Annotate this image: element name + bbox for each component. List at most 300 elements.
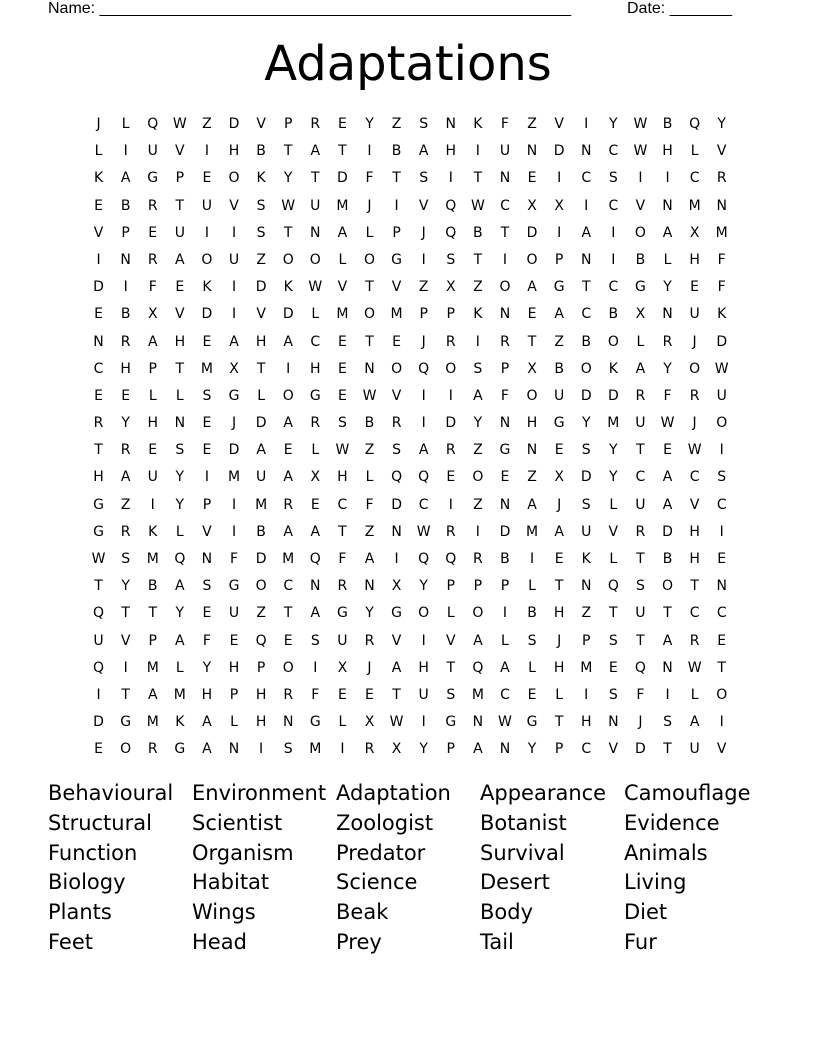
grid-letter[interactable]: H xyxy=(174,333,186,350)
grid-letter[interactable]: V xyxy=(716,741,727,758)
grid-letter[interactable]: A xyxy=(391,659,402,676)
grid-letter[interactable]: T xyxy=(473,170,483,187)
grid-letter[interactable]: S xyxy=(310,632,320,649)
grid-letter[interactable]: T xyxy=(121,686,130,703)
grid-letter[interactable]: A xyxy=(581,224,592,241)
grid-letter[interactable]: S xyxy=(392,442,402,459)
grid-letter[interactable]: P xyxy=(419,306,428,323)
grid-letter[interactable]: W xyxy=(389,714,404,731)
grid-letter[interactable]: F xyxy=(311,686,320,703)
grid-letter[interactable]: T xyxy=(473,251,483,268)
grid-letter[interactable]: I xyxy=(313,659,318,676)
grid-letter[interactable]: X xyxy=(527,360,537,377)
grid-letter[interactable]: H xyxy=(255,333,267,350)
grid-letter[interactable]: C xyxy=(93,360,104,377)
grid-letter[interactable]: C xyxy=(337,496,348,513)
grid-letter[interactable]: N xyxy=(364,578,375,595)
grid-letter[interactable]: R xyxy=(120,333,131,350)
grid-letter[interactable]: E xyxy=(446,469,456,486)
grid-letter[interactable]: S xyxy=(581,442,591,459)
grid-letter[interactable]: B xyxy=(500,551,510,567)
grid-letter[interactable]: Z xyxy=(581,605,592,622)
grid-letter[interactable]: V xyxy=(202,523,212,540)
grid-letter[interactable]: Z xyxy=(256,251,266,268)
grid-letter[interactable]: O xyxy=(363,251,375,268)
grid-letter[interactable]: P xyxy=(229,686,239,703)
grid-letter[interactable]: F xyxy=(500,116,509,132)
grid-letter[interactable]: O xyxy=(120,741,132,758)
grid-letter[interactable]: T xyxy=(554,714,564,731)
grid-letter[interactable]: C xyxy=(716,605,727,622)
grid-letter[interactable]: Y xyxy=(717,116,726,132)
grid-letter[interactable]: S xyxy=(202,387,212,404)
grid-letter[interactable]: X xyxy=(229,360,239,377)
grid-letter[interactable]: W xyxy=(470,197,485,214)
grid-letter[interactable]: A xyxy=(527,279,537,296)
grid-letter[interactable]: G xyxy=(147,170,159,187)
grid-letter[interactable]: S xyxy=(283,741,293,758)
grid-letter[interactable]: X xyxy=(527,197,537,214)
grid-letter[interactable]: H xyxy=(255,714,267,731)
grid-letter[interactable]: T xyxy=(94,578,103,595)
grid-letter[interactable]: P xyxy=(148,632,157,649)
grid-letter[interactable]: C xyxy=(283,578,294,595)
grid-letter[interactable]: E xyxy=(202,170,212,187)
grid-letter[interactable]: X xyxy=(337,659,348,676)
grid-letter[interactable]: C xyxy=(689,469,700,486)
grid-letter[interactable]: R xyxy=(337,578,348,595)
grid-letter[interactable]: M xyxy=(146,659,159,676)
grid-letter[interactable]: V xyxy=(337,279,348,296)
grid-letter[interactable]: Q xyxy=(418,360,430,377)
grid-letter[interactable]: Y xyxy=(175,605,185,622)
grid-letter[interactable]: R xyxy=(310,116,321,132)
grid-letter[interactable]: I xyxy=(529,551,535,567)
grid-letter[interactable]: D xyxy=(716,333,728,350)
grid-letter[interactable]: V xyxy=(716,143,727,160)
grid-letter[interactable]: Q xyxy=(147,116,159,132)
grid-letter[interactable]: I xyxy=(231,279,237,296)
grid-letter[interactable]: I xyxy=(340,741,345,758)
grid-letter[interactable]: D xyxy=(580,387,592,404)
grid-letter[interactable]: M xyxy=(715,224,728,241)
grid-letter[interactable]: K xyxy=(581,551,591,567)
grid-letter[interactable]: I xyxy=(638,170,643,187)
grid-letter[interactable]: J xyxy=(231,415,237,432)
grid-letter[interactable]: C xyxy=(581,306,592,323)
grid-letter[interactable]: Y xyxy=(283,170,293,187)
grid-letter[interactable]: E xyxy=(202,415,212,432)
grid-letter[interactable]: U xyxy=(554,387,565,404)
grid-letter[interactable]: U xyxy=(201,197,213,214)
grid-letter[interactable]: N xyxy=(282,714,294,731)
grid-letter[interactable]: A xyxy=(202,714,212,731)
grid-letter[interactable]: A xyxy=(283,415,293,432)
grid-letter[interactable]: E xyxy=(202,605,212,622)
grid-letter[interactable]: I xyxy=(557,170,562,187)
grid-letter[interactable]: D xyxy=(662,523,673,540)
grid-letter[interactable]: E xyxy=(202,442,212,459)
grid-letter[interactable]: S xyxy=(175,442,185,459)
grid-letter[interactable]: I xyxy=(123,143,128,160)
grid-letter[interactable]: F xyxy=(229,551,239,567)
grid-letter[interactable]: U xyxy=(228,605,240,622)
grid-letter[interactable]: P xyxy=(446,578,455,595)
grid-letter[interactable]: J xyxy=(557,496,562,513)
grid-letter[interactable]: N xyxy=(310,578,321,595)
grid-letter[interactable]: L xyxy=(230,714,238,731)
grid-letter[interactable]: Z xyxy=(202,116,212,132)
grid-letter[interactable]: D xyxy=(580,469,592,486)
grid-letter[interactable]: D xyxy=(607,387,619,404)
grid-letter[interactable]: Y xyxy=(663,360,672,377)
grid-letter[interactable]: S xyxy=(256,224,266,241)
grid-letter[interactable]: C xyxy=(500,686,510,703)
grid-letter[interactable]: T xyxy=(527,333,537,350)
grid-letter[interactable]: A xyxy=(175,578,185,595)
grid-letter[interactable]: B xyxy=(662,116,673,132)
grid-letter[interactable]: J xyxy=(557,632,562,649)
grid-letter[interactable]: O xyxy=(201,251,213,268)
grid-letter[interactable]: P xyxy=(582,632,591,649)
grid-letter[interactable]: S xyxy=(202,578,212,595)
grid-letter[interactable]: B xyxy=(554,360,564,377)
grid-letter[interactable]: O xyxy=(526,251,538,268)
grid-letter[interactable]: I xyxy=(611,224,616,241)
grid-letter[interactable]: N xyxy=(662,659,673,676)
grid-letter[interactable]: Y xyxy=(365,116,374,132)
grid-letter[interactable]: D xyxy=(255,551,267,567)
grid-letter[interactable]: C xyxy=(500,197,510,214)
grid-letter[interactable]: E xyxy=(527,306,537,323)
grid-letter[interactable]: O xyxy=(689,360,701,377)
grid-letter[interactable]: T xyxy=(392,686,401,703)
grid-letter[interactable]: I xyxy=(421,714,426,731)
grid-letter[interactable]: X xyxy=(364,714,375,731)
grid-letter[interactable]: G xyxy=(228,387,240,404)
grid-letter[interactable]: E xyxy=(500,469,510,486)
grid-letter[interactable]: O xyxy=(445,360,457,377)
grid-letter[interactable]: Q xyxy=(309,551,321,567)
grid-letter[interactable]: T xyxy=(663,741,672,758)
grid-letter[interactable]: F xyxy=(636,686,645,703)
grid-letter[interactable]: A xyxy=(202,741,212,758)
grid-letter[interactable]: L xyxy=(175,659,184,676)
name-field[interactable]: Name: _____________________________________________________ xyxy=(48,0,572,17)
grid-letter[interactable]: V xyxy=(391,387,402,404)
grid-letter[interactable]: N xyxy=(580,578,592,595)
grid-letter[interactable]: Z xyxy=(473,496,483,513)
grid-letter[interactable]: U xyxy=(716,387,727,404)
grid-letter[interactable]: Y xyxy=(365,605,374,622)
grid-letter[interactable]: P xyxy=(202,496,212,513)
grid-letter[interactable]: L xyxy=(338,251,347,268)
grid-letter[interactable]: R xyxy=(147,197,158,214)
grid-letter[interactable]: L xyxy=(690,143,699,160)
grid-letter[interactable]: E xyxy=(527,170,537,187)
grid-letter[interactable]: O xyxy=(363,306,375,323)
grid-letter[interactable]: R xyxy=(283,496,294,513)
grid-letter[interactable]: X xyxy=(445,279,456,296)
grid-letter[interactable]: B xyxy=(581,333,592,350)
grid-letter[interactable]: N xyxy=(201,551,213,567)
grid-letter[interactable]: I xyxy=(259,741,264,758)
grid-letter[interactable]: U xyxy=(228,251,240,268)
grid-letter[interactable]: A xyxy=(147,333,158,350)
grid-letter[interactable]: V xyxy=(175,143,185,160)
grid-letter[interactable]: Q xyxy=(445,224,457,241)
grid-letter[interactable]: G xyxy=(499,442,511,459)
grid-letter[interactable]: A xyxy=(364,551,375,567)
grid-letter[interactable]: Z xyxy=(364,523,375,540)
grid-letter[interactable]: V xyxy=(689,496,700,513)
grid-letter[interactable]: W xyxy=(416,523,431,540)
grid-letter[interactable]: P xyxy=(500,578,510,595)
grid-letter[interactable]: A xyxy=(283,523,293,540)
grid-letter[interactable]: T xyxy=(94,442,103,459)
grid-letter[interactable]: N xyxy=(499,306,511,323)
grid-letter[interactable]: G xyxy=(309,714,321,731)
grid-letter[interactable]: A xyxy=(554,523,564,540)
grid-letter[interactable]: I xyxy=(502,251,508,268)
grid-letter[interactable]: S xyxy=(446,686,456,703)
grid-letter[interactable]: Q xyxy=(689,116,701,132)
grid-letter[interactable]: A xyxy=(175,632,185,649)
grid-letter[interactable]: M xyxy=(390,306,403,323)
grid-letter[interactable]: V xyxy=(391,632,402,649)
grid-letter[interactable]: R xyxy=(472,551,483,567)
grid-letter[interactable]: G xyxy=(553,415,565,432)
grid-letter[interactable]: Y xyxy=(609,442,618,459)
grid-letter[interactable]: A xyxy=(120,469,131,486)
grid-letter[interactable]: E xyxy=(148,224,158,241)
grid-letter[interactable]: O xyxy=(472,605,484,622)
grid-letter[interactable]: A xyxy=(310,605,321,622)
grid-letter[interactable]: H xyxy=(310,360,321,377)
grid-letter[interactable]: A xyxy=(662,632,673,649)
grid-letter[interactable]: O xyxy=(662,578,674,595)
grid-letter[interactable]: K xyxy=(473,116,483,132)
grid-letter[interactable]: R xyxy=(93,415,104,432)
grid-letter[interactable]: U xyxy=(581,523,592,540)
grid-letter[interactable]: G xyxy=(391,605,402,622)
grid-letter[interactable]: V xyxy=(175,306,185,323)
grid-letter[interactable]: C xyxy=(635,469,646,486)
grid-letter[interactable]: U xyxy=(635,605,646,622)
grid-letter[interactable]: A xyxy=(662,469,673,486)
grid-letter[interactable]: C xyxy=(689,605,700,622)
grid-letter[interactable]: M xyxy=(336,197,349,214)
grid-letter[interactable]: N xyxy=(662,306,673,323)
grid-letter[interactable]: F xyxy=(148,279,157,296)
grid-letter[interactable]: D xyxy=(526,224,538,241)
grid-letter[interactable]: I xyxy=(665,686,670,703)
grid-letter[interactable]: R xyxy=(147,251,158,268)
grid-letter[interactable]: R xyxy=(147,741,158,758)
grid-letter[interactable]: L xyxy=(609,551,618,567)
grid-letter[interactable]: Y xyxy=(609,469,618,486)
grid-letter[interactable]: O xyxy=(228,170,240,187)
grid-letter[interactable]: T xyxy=(148,605,158,622)
grid-letter[interactable]: N xyxy=(499,496,511,513)
grid-letter[interactable]: R xyxy=(635,387,646,404)
grid-letter[interactable]: E xyxy=(337,333,347,350)
grid-letter[interactable]: O xyxy=(282,387,294,404)
grid-letter[interactable]: I xyxy=(394,551,399,567)
grid-letter[interactable]: E xyxy=(94,197,103,214)
grid-letter[interactable]: A xyxy=(418,442,429,459)
grid-letter[interactable]: I xyxy=(394,197,399,214)
grid-letter[interactable]: O xyxy=(282,659,294,676)
grid-letter[interactable]: Q xyxy=(445,197,457,214)
grid-letter[interactable]: V xyxy=(554,116,564,132)
grid-letter[interactable]: P xyxy=(554,741,564,758)
grid-letter[interactable]: I xyxy=(367,143,372,160)
grid-letter[interactable]: A xyxy=(256,442,266,459)
grid-letter[interactable]: D xyxy=(228,116,240,132)
grid-letter[interactable]: A xyxy=(229,333,239,350)
grid-letter[interactable]: A xyxy=(689,714,700,731)
grid-letter[interactable]: E xyxy=(229,632,239,649)
grid-letter[interactable]: P xyxy=(554,251,564,268)
grid-letter[interactable]: I xyxy=(204,143,209,160)
grid-letter[interactable]: E xyxy=(392,333,401,350)
grid-letter[interactable]: D xyxy=(553,143,565,160)
grid-letter[interactable]: E xyxy=(717,632,727,649)
grid-letter[interactable]: X xyxy=(554,197,564,214)
grid-letter[interactable]: A xyxy=(554,306,564,323)
grid-letter[interactable]: I xyxy=(286,360,291,377)
grid-letter[interactable]: U xyxy=(310,197,321,214)
grid-letter[interactable]: H xyxy=(418,659,429,676)
grid-letter[interactable]: T xyxy=(311,170,320,187)
grid-letter[interactable]: M xyxy=(336,306,349,323)
grid-letter[interactable]: L xyxy=(446,605,455,622)
grid-letter[interactable]: J xyxy=(638,714,643,731)
grid-letter[interactable]: T xyxy=(636,442,645,459)
grid-letter[interactable]: H xyxy=(228,143,240,160)
grid-letter[interactable]: T xyxy=(663,605,672,622)
grid-letter[interactable]: E xyxy=(310,496,320,513)
grid-letter[interactable]: G xyxy=(445,714,457,731)
grid-letter[interactable]: S xyxy=(608,686,618,703)
grid-letter[interactable]: D xyxy=(635,741,646,758)
grid-letter[interactable]: V xyxy=(608,523,619,540)
grid-letter[interactable]: R xyxy=(500,333,510,350)
grid-letter[interactable]: V xyxy=(635,197,646,214)
grid-letter[interactable]: V xyxy=(608,741,619,758)
grid-letter[interactable]: L xyxy=(663,251,672,268)
grid-letter[interactable]: K xyxy=(473,306,483,323)
grid-letter[interactable]: I xyxy=(475,523,480,540)
grid-letter[interactable]: V xyxy=(418,197,429,214)
grid-letter[interactable]: N xyxy=(499,170,511,187)
grid-letter[interactable]: W xyxy=(308,279,323,296)
grid-letter[interactable]: E xyxy=(337,387,347,404)
grid-letter[interactable]: I xyxy=(584,197,589,214)
grid-letter[interactable]: L xyxy=(175,387,184,404)
grid-letter[interactable]: K xyxy=(256,170,266,187)
grid-letter[interactable]: I xyxy=(719,714,724,731)
grid-letter[interactable]: O xyxy=(526,387,538,404)
grid-letter[interactable]: B xyxy=(147,578,158,595)
grid-letter[interactable]: Z xyxy=(418,279,429,296)
grid-letter[interactable]: I xyxy=(475,143,480,160)
grid-letter[interactable]: H xyxy=(689,523,700,540)
grid-letter[interactable]: B xyxy=(120,197,131,214)
grid-letter[interactable]: O xyxy=(580,360,592,377)
grid-letter[interactable]: P xyxy=(446,741,455,758)
grid-letter[interactable]: E xyxy=(337,686,347,703)
grid-letter[interactable]: D xyxy=(255,279,267,296)
grid-letter[interactable]: C xyxy=(608,197,619,214)
grid-letter[interactable]: D xyxy=(201,306,213,323)
grid-letter[interactable]: Q xyxy=(418,551,430,567)
grid-letter[interactable]: A xyxy=(527,496,537,513)
grid-letter[interactable]: T xyxy=(690,578,699,595)
grid-letter[interactable]: X xyxy=(554,469,564,486)
grid-letter[interactable]: U xyxy=(689,306,700,323)
grid-letter[interactable]: T xyxy=(717,659,726,676)
grid-letter[interactable]: C xyxy=(581,170,592,187)
grid-letter[interactable]: F xyxy=(717,251,726,268)
grid-letter[interactable]: H xyxy=(662,143,673,160)
grid-letter[interactable]: Y xyxy=(527,741,537,758)
grid-letter[interactable]: U xyxy=(499,143,511,160)
grid-letter[interactable]: H xyxy=(337,469,348,486)
grid-letter[interactable]: U xyxy=(337,632,348,649)
grid-letter[interactable]: N xyxy=(499,415,511,432)
grid-letter[interactable]: H xyxy=(201,686,213,703)
grid-letter[interactable]: E xyxy=(94,387,103,404)
grid-letter[interactable]: D xyxy=(337,170,348,187)
grid-letter[interactable]: W xyxy=(633,143,648,160)
grid-letter[interactable]: B xyxy=(120,306,131,323)
grid-letter[interactable]: R xyxy=(364,741,375,758)
grid-letter[interactable]: K xyxy=(175,714,185,731)
grid-letter[interactable]: X xyxy=(689,224,700,241)
grid-letter[interactable]: M xyxy=(282,551,295,567)
grid-letter[interactable]: D xyxy=(445,415,457,432)
grid-letter[interactable]: A xyxy=(473,741,483,758)
grid-letter[interactable]: S xyxy=(608,170,618,187)
grid-letter[interactable]: A xyxy=(635,360,646,377)
grid-letter[interactable]: I xyxy=(584,686,589,703)
grid-letter[interactable]: Q xyxy=(607,578,619,595)
grid-letter[interactable]: Y xyxy=(581,415,591,432)
grid-letter[interactable]: O xyxy=(472,469,484,486)
grid-letter[interactable]: S xyxy=(581,496,591,513)
grid-letter[interactable]: X xyxy=(391,578,402,595)
grid-letter[interactable]: C xyxy=(689,170,700,187)
grid-letter[interactable]: N xyxy=(391,523,402,540)
grid-letter[interactable]: D xyxy=(282,306,294,323)
grid-letter[interactable]: H xyxy=(147,415,158,432)
grid-letter[interactable]: I xyxy=(448,387,453,404)
grid-letter[interactable]: X xyxy=(310,469,321,486)
grid-letter[interactable]: R xyxy=(391,415,402,432)
grid-letter[interactable]: A xyxy=(310,143,321,160)
grid-letter[interactable]: R xyxy=(120,523,131,540)
grid-letter[interactable]: Y xyxy=(202,659,212,676)
grid-letter[interactable]: H xyxy=(526,415,538,432)
grid-letter[interactable]: F xyxy=(338,551,347,567)
grid-letter[interactable]: A xyxy=(310,523,321,540)
grid-letter[interactable]: T xyxy=(175,197,185,214)
grid-letter[interactable]: P xyxy=(473,578,483,595)
grid-letter[interactable]: Z xyxy=(527,469,537,486)
grid-letter[interactable]: M xyxy=(200,360,213,377)
